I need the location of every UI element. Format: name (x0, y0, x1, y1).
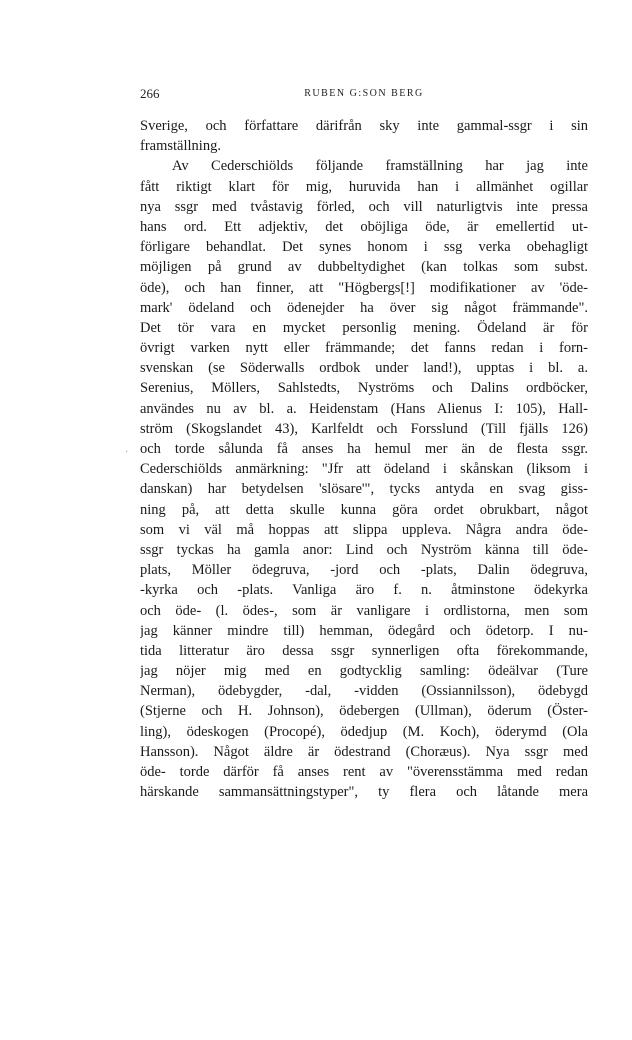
text-line: öde), och han finner, att "Högbergs[!] modifikationer av 'öde- (140, 279, 588, 296)
body-text (140, 116, 588, 802)
text-line: tida litteratur äro dessa ssgr synnerligen ofta förekommande, (140, 642, 588, 659)
text-line: fått riktigt klart för mig, huruvida han i allmänhet ogillar (140, 178, 588, 195)
text-line: Hansson). Något äldre är ödestrand (Choræus). Nya ssgr med (140, 743, 588, 760)
text-line: framställning. (140, 138, 221, 155)
text-line: danskan) har betydelsen 'slösare'", tycks antyda en svag giss- (140, 481, 588, 498)
text-line: hans ord. Ett adjektiv, det oböjliga öde, är emellertid ut- (140, 218, 588, 235)
text-line: svenskan (se Söderwalls ordbok under land!), upptas i bl. a. (140, 360, 588, 377)
text-line: (Stjerne och H. Johnson), ödebergen (Ullman), öderum (Öster- (140, 703, 588, 720)
page-header (140, 86, 588, 106)
text-line: Av Cederschiölds följande framställning har jag inte (172, 158, 588, 175)
text-line: som vi väl må hoppas att slippa uppleva. Några andra öde- (140, 521, 588, 538)
text-line: jag nöjer mig med en godtycklig samling: ödeälvar (Ture (140, 663, 588, 680)
text-line: mark' ödeland och ödenejder ha över sig något främmande". (140, 299, 588, 316)
page-number: 266 (140, 86, 160, 101)
text-line: förligare behandlat. Det synes honom i ssg verka obehagligt (140, 239, 588, 256)
text-line: och torde sålunda få anses ha hemul mer än de flesta ssgr. (140, 441, 588, 457)
text-line: Cederschiölds anmärkning: "Jfr att ödeland i skånskan (liksom i (140, 461, 588, 478)
text-line: Nerman), ödebygder, -dal, -vidden (Ossiannilsson), ödebygd (140, 683, 588, 700)
text-line: ning på, att detta skulle kunna göra ordet obrukbart, något (140, 501, 588, 518)
text-line: öde- torde därför få anses rent av "överensstämma med redan (140, 764, 588, 780)
text-line: Det tör vara en mycket personlig mening. Ödeland är för (140, 319, 588, 336)
text-line: härskande sammansättningstyper", ty flera och låtande mera (140, 784, 588, 801)
text-line: ström (Skogslandet 43), Karlfeldt och Forsslund (Till fjälls 126) (140, 420, 588, 437)
text-line: jag känner mindre till) hemman, ödegård och ödetorp. I nu- (140, 622, 588, 639)
text-line: möjligen på grund av dubbeltydighet (kan tolkas som subst. (140, 259, 588, 276)
text-line: ling), ödeskogen (Procopé), ödedjup (M. Koch), öderymd (Ola (140, 723, 588, 740)
text-line: och öde- (l. ödes-, som är vanligare i ordlistorna, men som (140, 602, 588, 619)
text-line: ssgr tyckas ha gamla anor: Lind och Nyström känna till öde- (140, 541, 588, 558)
text-line: övrigt varken nytt eller främmande; det fanns redan i forn- (140, 340, 588, 357)
text-line: Serenius, Möllers, Sahlstedts, Nyströms och Dalins ordböcker, (140, 380, 588, 397)
text-line: användes nu av bl. a. Heidenstam (Hans Alienus I: 105), Hall- (140, 400, 588, 417)
margin-mark: · (125, 447, 129, 458)
text-line: nya ssgr med tvåstavig förled, och vill naturligtvis inte pressa (140, 198, 588, 215)
text-line: plats, Möller ödegruva, -jord och -plats, Dalin ödegruva, (140, 562, 588, 579)
running-title: RUBEN G:SON BERG (304, 88, 424, 99)
text-line: -kyrka och -plats. Vanliga äro f. n. åtminstone ödekyrka (140, 582, 588, 599)
text-line: Sverige, och författare därifrån sky inte gammal-ssgr i sin (140, 118, 588, 134)
